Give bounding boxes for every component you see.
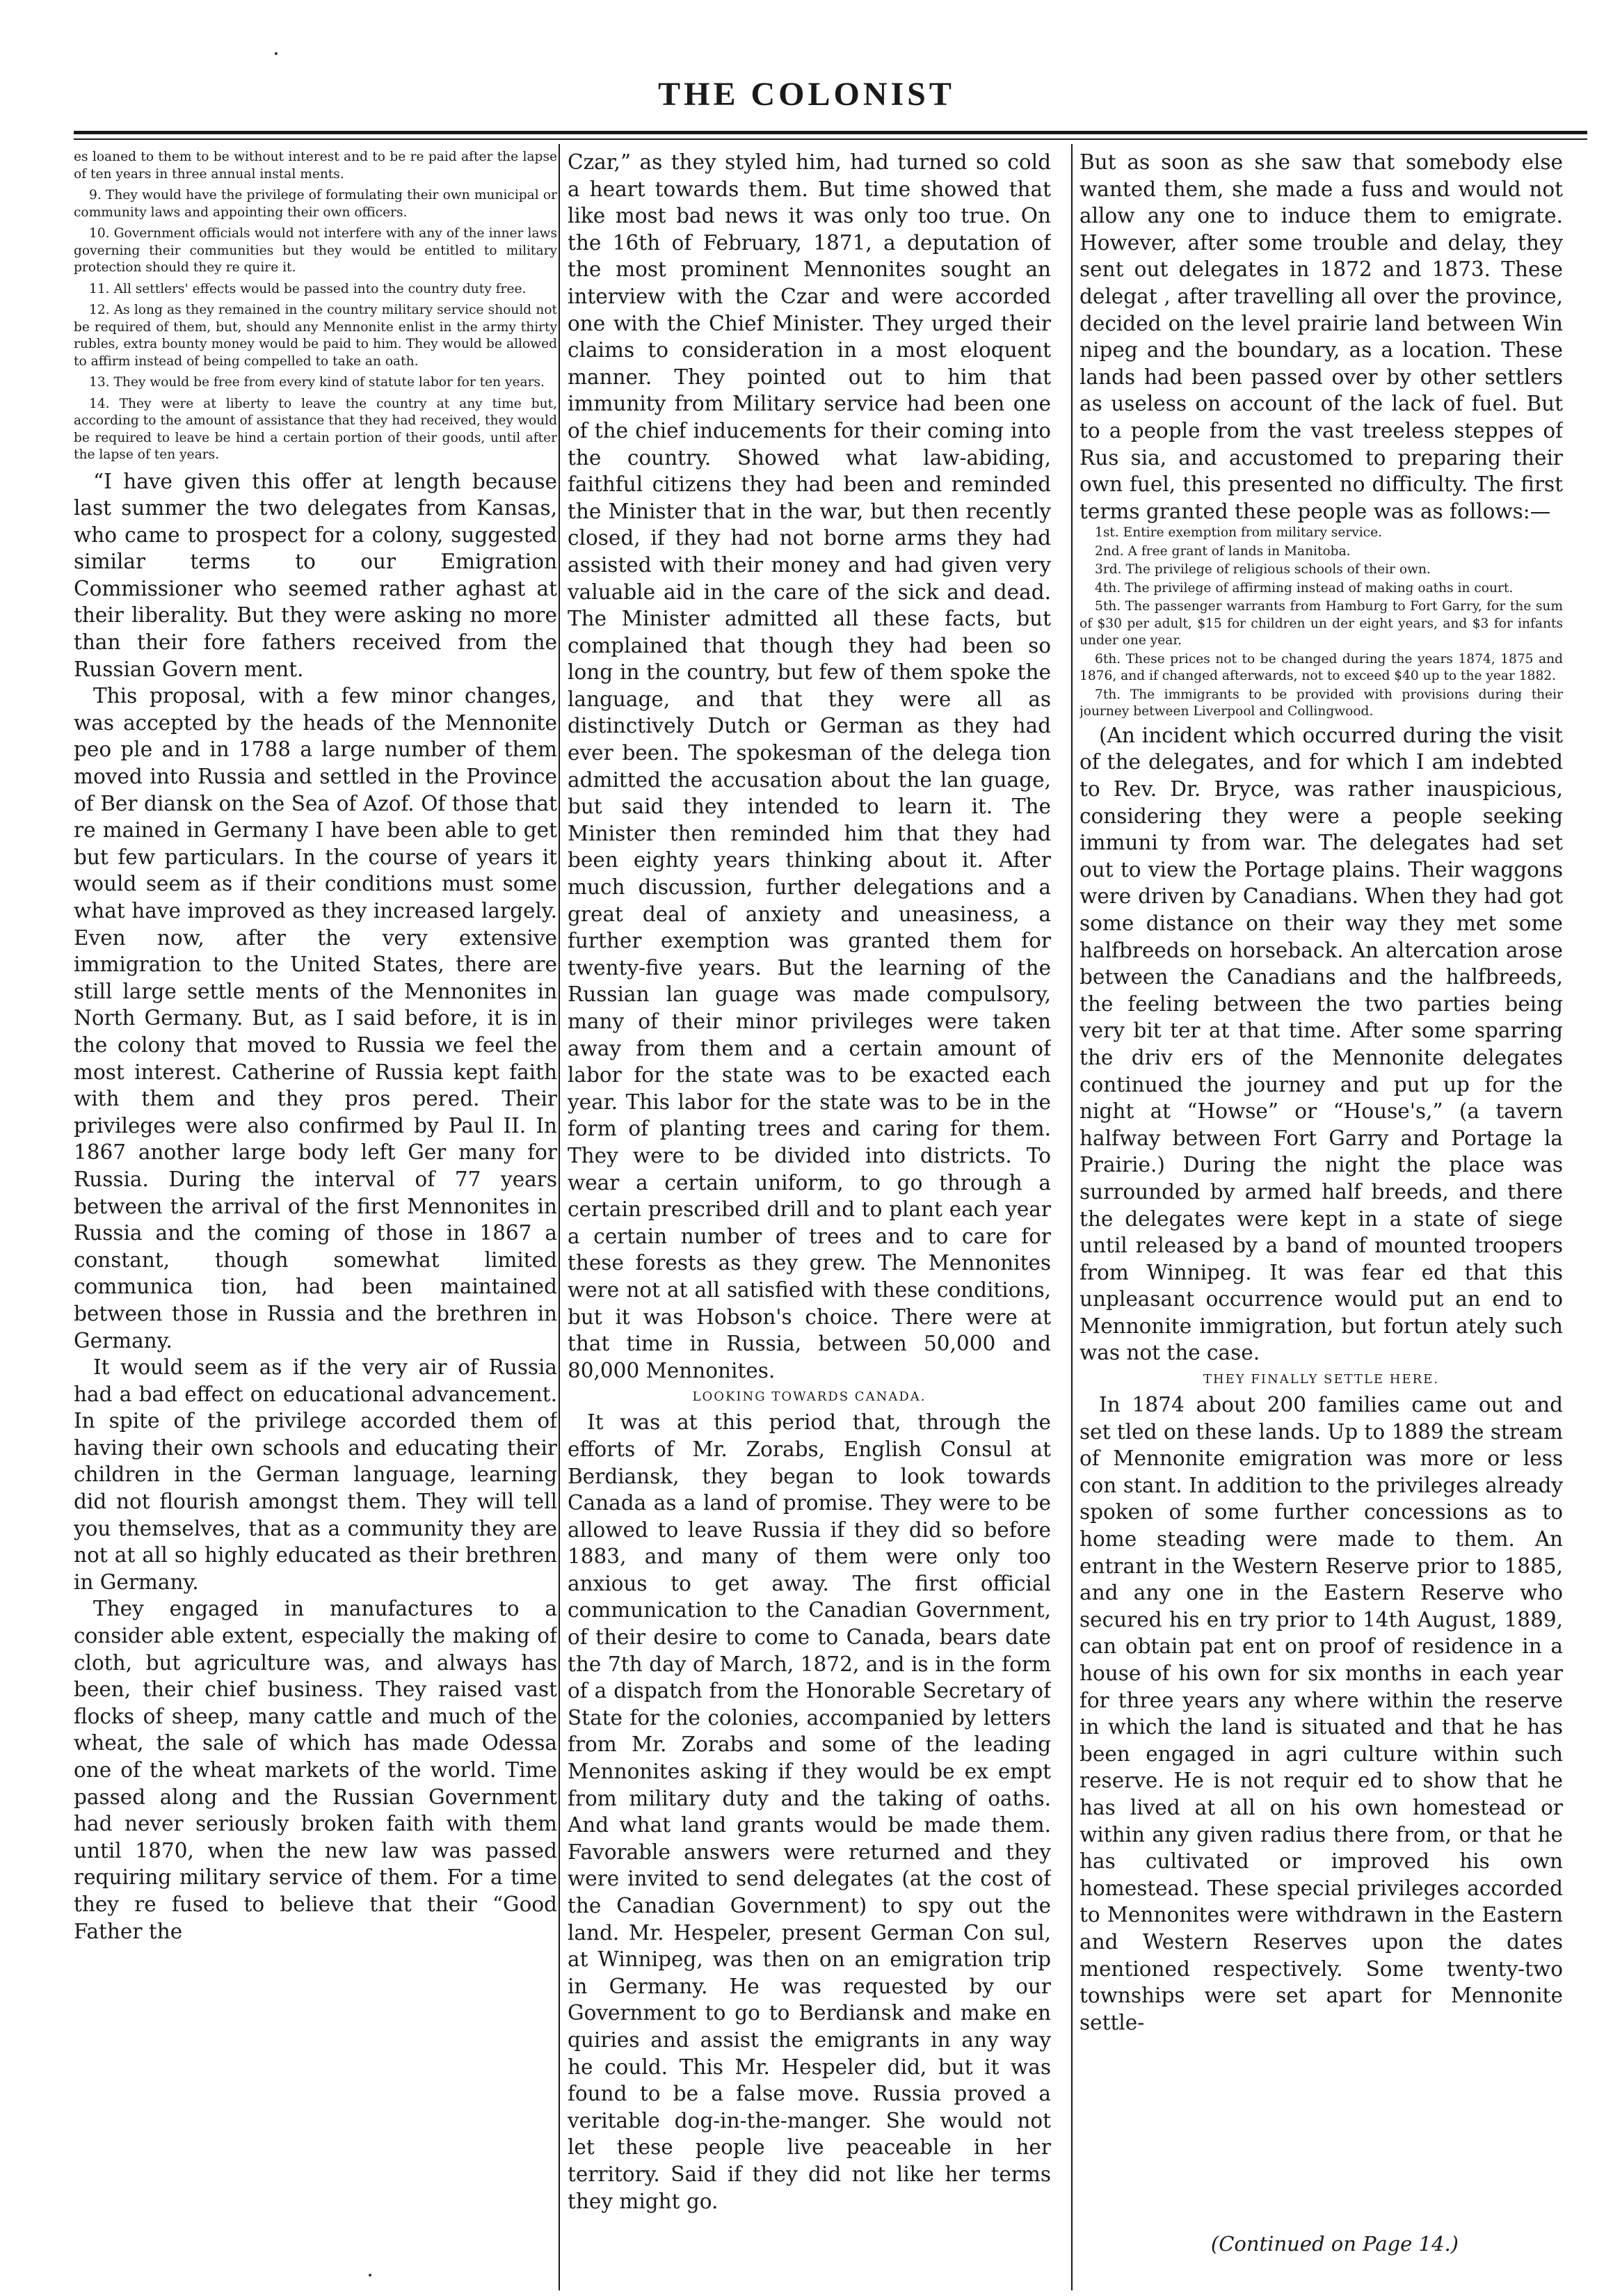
list-item: 13. They would be free from every kind of statute labor for ten years. — [89, 375, 545, 390]
continued-note: (Continued on Page 14.) — [1210, 2232, 1459, 2256]
terms-list — [1080, 525, 1563, 721]
paragraph: “I have given this offer at length because last summer the two delegates from Kansas, who came to prospect for a colony, suggested similar terms to our Emigration Commissioner who seemed rather aghast at their liberality. But they were asking no more than their fore fathers received from the Russian Govern ment. — [74, 469, 557, 681]
list-item: 1st. Entire exemption from military service. — [1095, 525, 1383, 541]
list-item: 11. All settlers' effects would be passed into the country duty free. — [89, 281, 527, 296]
list-item: 14. They were at liberty to leave the country at any time but, according to the amount of assistance that they had received, they would be required to leave be hind a certain portion of their goods, until after the lapse of ten years. — [74, 396, 557, 462]
paragraph: Czar,” as they styled him, had turned so cold a heart towards them. But time showed that like most bad news it was only too true. On the 16th of February, 1871, a deputation of the most prominent Mennonites sought an interview with the Czar and were accorded one with the Chief Minister. They urged their claims to consideration in a most eloquent manner. They pointed out to him that immunity from Military service had been one of the chief inducements for their coming into the country. Showed what law-abiding, faithful citizens they had been and reminded the Minister that in the war, but then recently closed, if they had not borne arms they had assisted with their money and had given very valuable aid in the care of the sick and dead. The Minister admitted all these facts, but complained that though they had been so long in the country, but few of them spoke the language, and that they were all as distinctively Dutch or German as they had ever been. The spokesman of the delega tion admitted the accusation about the lan guage, but said they intended to learn it. The Minister then reminded him that they had been eighty years thinking about it. After much discussion, further delegations and a great deal of anxiety and uneasiness, a further exemption was granted them for twenty-five years. But the learning of the Russian lan guage was made compulsory, many of their minor privileges were taken away from them and a certain amount of labor for the state was to be exacted each year. This labor for the state was to be in the form of planting trees and caring for them. They were to be divided into districts. To wear a certain uniform, to go through a certain prescribed drill and to plant each year a certain number of trees and to care for these forests as they grew. The Mennonites were not at all satisfied with these conditions, but it was Hobson's choice. There were at that time in Russia, between 50,000 and 80,000 Mennonites. — [568, 150, 1051, 1382]
paragraph: It was at this period that, through the efforts of Mr. Zorabs, English Consul at Berdiansk, they began to look towards Canada as a land of promise. They were to be allowed to leave Russia if they did so before 1883, and many of them were only too anxious to get away. The first official communication to the Canadian Government, of their desire to come to Canada, bears date the 7th day of March, 1872, and is in the form of a dispatch from the Honorable Secretary of State for the colonies, accompanied by letters from Mr. Zorabs and some of the leading Mennonites asking if they would be ex empt from military duty and the taking of oaths. And what land grants would be made them. Favorable answers were returned and they were invited to send delegates (at the cost of the Canadian Government) to spy out the land. Mr. Hespeler, present German Con sul, at Winnipeg, was then on an emigration trip in Germany. He was requested by our Government to go to Berdiansk and make en quiries and assist the emigrants in any way he could. This Mr. Hespeler did, but it was found to be a false move. Russia proved a veritable dog-in-the-manger. She would not let these people live peaceable in her territory. Said if they did not like her terms they might go. — [568, 1410, 1051, 2213]
list-item: es loaned to them to be without interest and to be re paid after the lapse of ten years in three annual instal ments. — [74, 150, 557, 182]
section-heading: LOOKING TOWARDS CANADA. — [692, 1389, 926, 1405]
paragraph: They engaged in manufactures to a consider able extent, especially the making of cloth, but agriculture was, and always has been, their chief business. They raised vast flocks of sheep, many cattle and much of the wheat, the sale of which has made Odessa one of the wheat markets of the world. Time passed along and the Russian Government had never seriously broken faith with them until 1870, when the new law was passed requiring military service of them. For a time they re fused to believe that their “Good Father the — [74, 1597, 557, 1943]
column-divider — [1071, 144, 1073, 2290]
paragraph: But as soon as she saw that somebody else wanted them, she made a fuss and would not allow any one to induce them to emigrate. However, after some trouble and delay, they sent out delegates in 1872 and 1873. These delegat , after travelling all over the province, decided on the level prairie land between Win nipeg and the boundary, as a location. These lands had been passed over by other settlers as useless on account of the lack of fuel. But to a people from the vast treeless steppes of Rus sia, and accustomed to preparing their own fuel, this presented no difficulty. The first terms granted these people was as follows:— — [1080, 150, 1563, 523]
list-item: 9. They would have the privilege of formulating their own municipal or community laws and appointing their own officers. — [74, 188, 557, 220]
list-item: 7th. The immigrants to be provided with provisions during their journey between Liverpool and Collingwood. — [1080, 687, 1563, 719]
list-item: 5th. The passenger warrants from Hamburg to Fort Garry, for the sum of $30 per adult, $15 for children un der eight years, and $3 for infants under one year. — [1080, 599, 1563, 648]
article-body — [1080, 1392, 1563, 2036]
column-1 — [74, 149, 557, 2285]
list-item: 10. Government officials would not interfere with any of the inner laws governing their communities but they would be entitled to military protection should they re quire it. — [74, 226, 557, 275]
print-speck — [275, 52, 278, 55]
masthead-rule-thick — [74, 131, 1587, 134]
masthead-rule-thin — [74, 138, 1587, 140]
list-item: 6th. These prices not to be changed during the years 1874, 1875 and 1876, and if changed afterwards, not to exceed $40 up to the year 1882. — [1080, 651, 1563, 684]
article-body — [74, 468, 557, 1945]
article-body — [568, 1409, 1051, 2215]
privileges-list — [74, 149, 557, 464]
paragraph: It would seem as if the very air of Russia had a bad effect on educational advancement. In spite of the privilege accorded them of having their own schools and educating their children in the German language, learning did not flourish amongst them. They will tell you themselves, that as a community they are not at all so highly educated as their brethren in Germany. — [74, 1355, 557, 1594]
article-body — [568, 149, 1051, 1384]
article-body — [1080, 722, 1563, 1366]
list-item: 12. As long as they remained in the country military service should not be required of them, but, should any Mennonite enlist in the army thirty rubles, extra bounty money would be paid to him. They would be allowed to affirm instead of being compelled to take an oath. — [74, 303, 557, 369]
column-2 — [568, 149, 1051, 2285]
paragraph: In 1874 about 200 families came out and set tled on these lands. Up to 1889 the stream of Mennonite emigration was more or less con stant. In addition to the privileges already spoken of some further concessions as to home steading were made to them. An entrant in the Western Reserve prior to 1885, and any one in the Eastern Reserve who secured his en try prior to 14th August, 1889, can obtain pat ent on proof of residence in a house of his own for six months in each year for three years any where within the reserve in which the land is situated and that he has been engaged in agri culture within such reserve. He is not requir ed to show that he has lived at all on his own homestead or within any given radius there from, or that he has cultivated or improved his own homestead. These special privileges accorded to Mennonites were withdrawn in the Eastern and Western Reserves upon the dates mentioned respectively. Some twenty-two townships were set apart for Mennonite settle- — [1080, 1393, 1563, 2034]
article-body — [1080, 149, 1563, 525]
list-item: 2nd. A free grant of lands in Manitoba. — [1095, 543, 1351, 559]
list-item: 3rd. The privilege of religious schools of their own. — [1095, 562, 1431, 577]
list-item: 4th. The privilege of affirming instead of making oaths in court. — [1095, 580, 1514, 596]
column-divider — [559, 144, 560, 2290]
paragraph: This proposal, with a few minor changes, was accepted by the heads of the Mennonite peo ple and in 1788 a large number of them moved into Russia and settled in the Province of Ber diansk on the Sea of Azof. Of those that re mained in Germany I have been able to get but few particulars. In the course of years it would seem as if their conditions must some what have improved as they increased largely. Even now, after the very extensive immigration to the United States, there are still large settle ments of the Mennonites in North Germany. But, as I said before, it is in the colony that moved to Russia we feel the most interest. Catherine of Russia kept faith with them and they pros pered. Their privileges were also confirmed by Paul II. In 1867 another large body left Ger many for Russia. During the interval of 77 years between the arrival of the first Mennonites in Russia and the coming of those in 1867 a constant, though somewhat limited communica tion, had been maintained between those in Russia and the brethren in Germany. — [74, 684, 557, 1353]
column-3 — [1080, 149, 1563, 2219]
paragraph: (An incident which occurred during the visit of the delegates, and for which I am indebted to Rev. Dr. Bryce, was rather inauspicious, considering they were a people seeking immuni ty from war. The delegates had set out to view the Portage plains. Their waggons were driven by Canadians. When they had got some distance on their way they met some halfbreeds on horseback. An altercation arose between the Canadians and the halfbreeds, the feeling between the two parties being very bit ter at that time. After some sparring the driv ers of the Mennonite delegates continued the journey and put up for the night at “Howse” or “House's,” (a tavern halfway between Fort Garry and Portage la Prairie.) During the night the place was surrounded by armed half breeds, and there the delegates were kept in a state of siege until released by a band of mounted troopers from Winnipeg. It was fear ed that this unpleasant occurrence would put an end to Mennonite immigration, but fortun ately such was not the case. — [1080, 723, 1563, 1365]
masthead-title: THE COLONIST — [658, 76, 955, 113]
section-heading: THEY FINALLY SETTLE HERE. — [1203, 1372, 1440, 1387]
